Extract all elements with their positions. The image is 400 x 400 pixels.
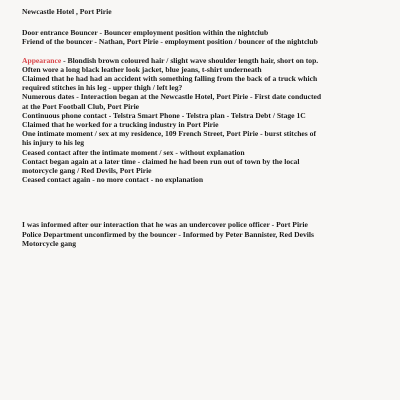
para3-line-3: Motorcycle gang [22,238,77,248]
appearance-text: - Blondish brown coloured hair / slight wave shoulder length hair, short on top. [61,55,319,65]
para2-line-3: required stitches in his leg - upper thigh / left leg? [22,83,183,93]
appearance-line [22,56,390,65]
para2-line-2: Claimed that he had had an accident with something falling from the back of a truck which [22,74,318,84]
para2-line-11: Contact began again at a later time - claimed he had been run out of town by the local [22,156,300,166]
para2-line-13: Ceased contact again - no more contact - no explanation [22,175,204,185]
para2-line-1: Often wore a long black leather look jacket, blue jeans, t-shirt underneath [22,64,262,74]
para1-line-2: Friend of the bouncer - Nathan, Port Pirie - employment position / bouncer of the nightclub [22,37,318,47]
document-body [22,7,390,248]
para2-line-5: at the Port Football Club, Port Pirie [22,101,140,111]
para3-line-2: Police Department unconfirmed by the bouncer - Informed by Peter Bannister, Red Devils [22,229,314,239]
para2-line-4: Numerous dates - Interaction began at the Newcastle Hotel, Port Pirie - First date conducted [22,92,322,102]
para2-line-7: Claimed that he worked for a trucking industry in Port Pirie [22,120,219,130]
para2-line-9: his injury to his leg [22,138,85,148]
para2-line-12: motorcycle gang / Red Devils, Port Pirie [22,166,152,176]
para2-line-8: One intimate moment / sex at my residence, 109 French Street, Port Pirie - burst stitches of [22,129,316,139]
para2-line-6: Continuous phone contact - Telstra Smart Phone - Telstra plan - Telstra Debt / Stage 1C [22,110,306,120]
document-heading: Newcastle Hotel , Port Pirie [22,7,112,16]
para2-line-10: Ceased contact after the intimate moment / sex - without explanation [22,147,245,157]
para1-line-1: Door entrance Bouncer - Bouncer employment position within the nightclub [22,28,269,38]
para3-line-1: I was informed after our interaction that he was an undercover police officer - Port Pirie [22,220,308,230]
appearance-label: Appearance [22,55,62,65]
